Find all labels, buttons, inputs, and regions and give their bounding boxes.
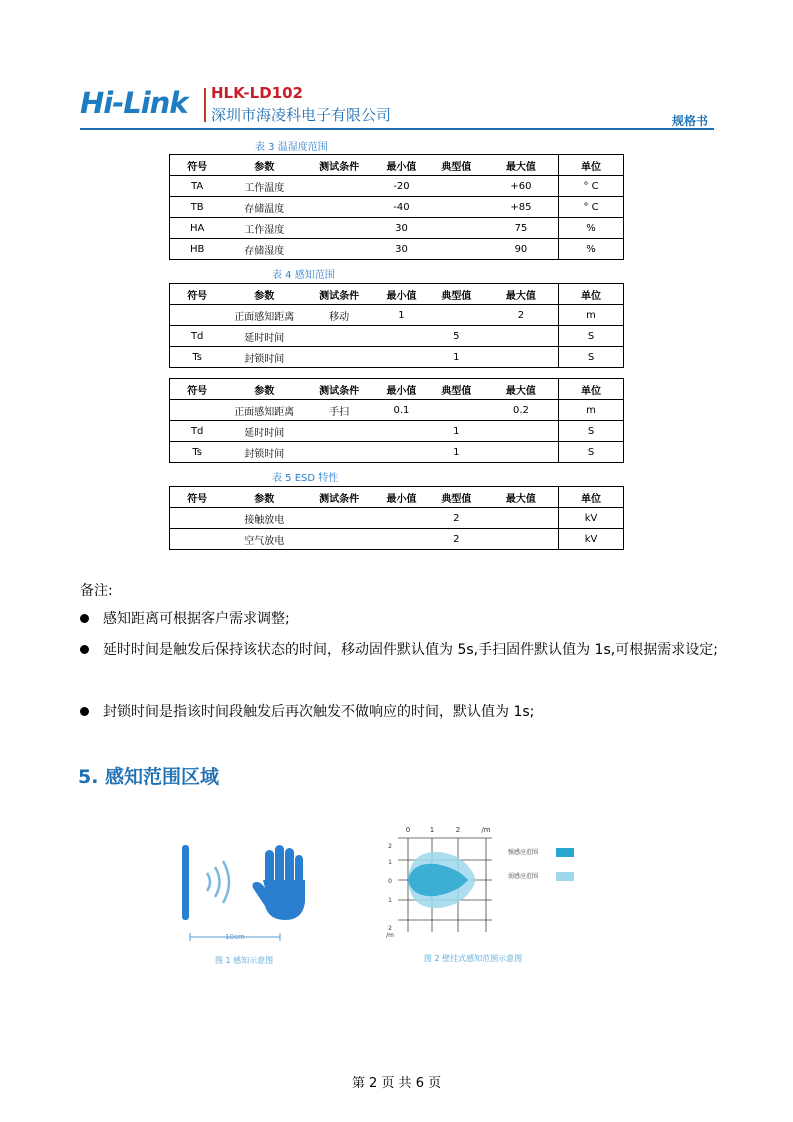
table-cell <box>484 529 559 550</box>
table-row <box>170 400 624 421</box>
table-cell: 30 <box>374 218 429 239</box>
table-cell: 2 <box>484 305 559 326</box>
table-cell: m <box>559 305 624 326</box>
legend-strong-swatch <box>556 848 574 857</box>
table-cell <box>304 421 374 442</box>
column-header: 典型值 <box>429 379 484 400</box>
figure1-caption: 图 1 感知示意图 <box>215 956 274 965</box>
table-cell: 75 <box>484 218 559 239</box>
table-cell <box>170 400 225 421</box>
table-header-row <box>170 487 624 508</box>
table-row <box>170 218 624 239</box>
table-cell <box>304 176 374 197</box>
table-cell: 30 <box>374 239 429 260</box>
column-header: 参数 <box>224 284 304 305</box>
legend-weak-label: 弱感应范围 <box>508 873 539 880</box>
table-cell: S <box>559 347 624 368</box>
table-cell <box>374 508 429 529</box>
company-name: 深圳市海凌科电子有限公司 <box>211 106 392 124</box>
figure1-sensing-diagram <box>175 840 325 950</box>
column-header: 符号 <box>170 155 225 176</box>
table-cell: HB <box>170 239 225 260</box>
svg-text:1: 1 <box>388 859 392 866</box>
distance-label: 10cm <box>225 933 245 941</box>
table-cell <box>484 442 559 463</box>
table-cell: 延时时间 <box>224 421 304 442</box>
table-row <box>170 508 624 529</box>
note-text: 感知距离可根据客户需求调整; <box>103 611 290 627</box>
table-cell: 1 <box>374 305 429 326</box>
table5-esd <box>169 486 624 550</box>
table-header-row <box>170 284 624 305</box>
table-cell: 正面感知距离 <box>224 400 304 421</box>
table-cell: 延时时间 <box>224 326 304 347</box>
table-cell <box>304 347 374 368</box>
svg-text:/m: /m <box>481 826 491 834</box>
table-cell: TA <box>170 176 225 197</box>
table-cell: kV <box>559 529 624 550</box>
table-cell <box>170 305 225 326</box>
table-cell <box>304 326 374 347</box>
table3-caption: 表 3 温湿度范围 <box>255 142 328 153</box>
svg-text:/m: /m <box>386 932 394 939</box>
table-cell: ° C <box>559 197 624 218</box>
column-header: 典型值 <box>429 284 484 305</box>
hand-icon <box>253 845 306 920</box>
table-cell <box>374 347 429 368</box>
section-title: 5. 感知范围区域 <box>78 766 220 788</box>
column-header: 符号 <box>170 487 225 508</box>
svg-text:0: 0 <box>388 878 392 885</box>
column-header: 符号 <box>170 379 225 400</box>
table4-sensing-range-swipe <box>169 378 624 463</box>
table-cell <box>484 421 559 442</box>
table-cell <box>374 421 429 442</box>
page-number: 第 2 页 共 6 页 <box>351 1076 442 1091</box>
table-cell: TB <box>170 197 225 218</box>
table-cell: 工作温度 <box>224 176 304 197</box>
column-header: 参数 <box>224 487 304 508</box>
column-header: 最小值 <box>374 284 429 305</box>
table-cell: 封锁时间 <box>224 347 304 368</box>
table-cell: 1 <box>429 421 484 442</box>
sensor-bar-icon <box>182 845 189 920</box>
note-item <box>80 604 720 635</box>
column-header: 最大值 <box>484 487 559 508</box>
column-header: 典型值 <box>429 155 484 176</box>
note-item <box>80 697 720 728</box>
table-cell <box>304 508 374 529</box>
table-cell <box>304 442 374 463</box>
table-cell <box>304 197 374 218</box>
logo-separator <box>204 88 206 122</box>
table-cell: 2 <box>429 508 484 529</box>
table-cell <box>304 218 374 239</box>
table-cell: 手扫 <box>304 400 374 421</box>
table-cell: Td <box>170 421 225 442</box>
table-cell: 2 <box>429 529 484 550</box>
table-cell: kV <box>559 508 624 529</box>
column-header: 最大值 <box>484 379 559 400</box>
table-cell <box>429 239 484 260</box>
table-cell: Ts <box>170 442 225 463</box>
note-item <box>80 635 720 666</box>
table-cell: 1 <box>429 347 484 368</box>
column-header: 最小值 <box>374 379 429 400</box>
bullet-icon <box>80 645 89 654</box>
table-row <box>170 239 624 260</box>
column-header: 参数 <box>224 379 304 400</box>
table-cell: 空气放电 <box>224 529 304 550</box>
company-logo: Hi-Link <box>80 86 188 120</box>
table-row <box>170 305 624 326</box>
column-header: 最大值 <box>484 284 559 305</box>
svg-text:1: 1 <box>429 826 435 834</box>
column-header: 最小值 <box>374 155 429 176</box>
column-header: 测试条件 <box>304 379 374 400</box>
table4-sensing-range-move <box>169 283 624 368</box>
table-cell <box>429 197 484 218</box>
x-axis-ticks <box>406 826 491 834</box>
column-header: 测试条件 <box>304 487 374 508</box>
header-divider <box>80 128 714 130</box>
table-cell: 接触放电 <box>224 508 304 529</box>
table-row <box>170 421 624 442</box>
table-cell: 0.2 <box>484 400 559 421</box>
table-cell <box>374 326 429 347</box>
table-cell: +85 <box>484 197 559 218</box>
table-cell: 存储温度 <box>224 197 304 218</box>
table-row <box>170 197 624 218</box>
table-header-row <box>170 155 624 176</box>
note-text: 封锁时间是指该时间段触发后再次触发不做响应的时间，默认值为 1s; <box>103 704 535 720</box>
table-cell: 封锁时间 <box>224 442 304 463</box>
table-cell: Ts <box>170 347 225 368</box>
table-cell: 正面感知距离 <box>224 305 304 326</box>
column-header: 最大值 <box>484 155 559 176</box>
table-cell: S <box>559 442 624 463</box>
table4-caption: 表 4 感知范围 <box>272 270 335 281</box>
table-cell <box>374 529 429 550</box>
bullet-icon <box>80 707 89 716</box>
table-cell: 1 <box>429 442 484 463</box>
figure2-caption: 图 2 壁挂式感知范围示意图 <box>424 954 523 963</box>
legend-strong-label: 强感应范围 <box>508 849 539 856</box>
table-cell <box>374 442 429 463</box>
table-cell <box>170 529 225 550</box>
column-header: 最小值 <box>374 487 429 508</box>
table-cell: S <box>559 421 624 442</box>
note-text: 延时时间是触发后保持该状态的时间，移动固件默认值为 5s,手扫固件默认值为 1s,可根据需求设定; <box>103 642 718 658</box>
column-header: 单位 <box>559 155 624 176</box>
y-axis-ticks <box>386 843 394 939</box>
column-header: 测试条件 <box>304 155 374 176</box>
column-header: 单位 <box>559 487 624 508</box>
table-row <box>170 529 624 550</box>
document-type: 规格书 <box>672 114 709 128</box>
table-row <box>170 326 624 347</box>
svg-text:1: 1 <box>388 897 392 904</box>
table-cell <box>304 239 374 260</box>
table-cell <box>484 326 559 347</box>
column-header: 单位 <box>559 284 624 305</box>
table-cell: % <box>559 239 624 260</box>
table-cell: 移动 <box>304 305 374 326</box>
table-cell: Td <box>170 326 225 347</box>
table-header-row <box>170 379 624 400</box>
svg-text:0: 0 <box>405 826 411 834</box>
table-cell <box>304 529 374 550</box>
table-cell <box>429 176 484 197</box>
table-cell <box>484 347 559 368</box>
table-cell: HA <box>170 218 225 239</box>
column-header: 参数 <box>224 155 304 176</box>
table-cell: -20 <box>374 176 429 197</box>
table-cell: 90 <box>484 239 559 260</box>
table-cell: m <box>559 400 624 421</box>
table-cell <box>429 305 484 326</box>
table-cell: % <box>559 218 624 239</box>
table-cell: -40 <box>374 197 429 218</box>
table-cell: 工作湿度 <box>224 218 304 239</box>
table-row <box>170 442 624 463</box>
column-header: 符号 <box>170 284 225 305</box>
table-row <box>170 176 624 197</box>
column-header: 单位 <box>559 379 624 400</box>
table-cell: 存储湿度 <box>224 239 304 260</box>
table-cell <box>170 508 225 529</box>
product-name: HLK-LD102 <box>211 84 303 102</box>
wave-icon <box>207 873 210 891</box>
table-cell <box>429 218 484 239</box>
svg-text:2: 2 <box>388 925 392 932</box>
svg-text:2: 2 <box>388 843 392 850</box>
table-cell: 5 <box>429 326 484 347</box>
table3-temperature-humidity <box>169 154 624 260</box>
legend-weak-swatch <box>556 872 574 881</box>
table-cell: 0.1 <box>374 400 429 421</box>
bullet-icon <box>80 614 89 623</box>
table-cell: +60 <box>484 176 559 197</box>
table-cell: ° C <box>559 176 624 197</box>
column-header: 典型值 <box>429 487 484 508</box>
table-cell: S <box>559 326 624 347</box>
table-cell <box>484 508 559 529</box>
table-row <box>170 347 624 368</box>
figure2-range-diagram <box>380 820 590 945</box>
table5-caption: 表 5 ESD 特性 <box>272 473 339 484</box>
svg-text:2: 2 <box>455 826 461 834</box>
table-cell <box>429 400 484 421</box>
notes-title: 备注: <box>80 583 113 599</box>
column-header: 测试条件 <box>304 284 374 305</box>
